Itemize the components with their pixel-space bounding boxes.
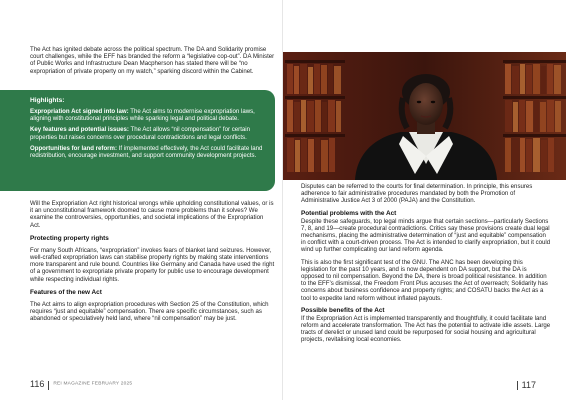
- highlight-item: [30, 108, 267, 122]
- body-paragraph: This is also the first significant test of the GNU. The ANC has been developing this legislation for the past 10 years, and is now dependent on DA support, but the DA is opposed to nil compensation. Beyond the DA, there is broad political resistance. In addition to the EFF’s dismissal, the Freedom Front Plus accuses the Act of overreach; Solidarity has concerns about business confidence and property rights; and COSATU backs the Act as a tool to expedite land reform without inflated payouts.: [301, 258, 548, 302]
- highlight-term: Key features and potential issues:: [30, 126, 129, 134]
- body-intro: Will the Expropriation Act right historical wrongs while upholding constitutional values, or is it an unconstitutional framework doomed to cause more problems than it solves? We examine the controversies, opportunities, and societal implications of the Expropriation Act.: [30, 200, 274, 229]
- page-number: 117: [521, 379, 536, 390]
- judge-illustration: [283, 52, 566, 180]
- judge-photo: [283, 52, 566, 180]
- page-folio: [30, 379, 132, 390]
- right-body: [301, 183, 551, 349]
- highlight-text: The Act allows “nil compensation” for certain properties but raises concerns over procedural contradictions and legal conflicts.: [30, 126, 251, 141]
- highlights-box: [0, 90, 275, 191]
- section-heading: Potential problems with the Act: [301, 209, 397, 217]
- section-heading: Possible benefits of the Act: [301, 306, 385, 314]
- folio-divider: [517, 381, 518, 390]
- highlight-item: [30, 126, 267, 140]
- highlight-text: If implemented effectively, the Act could facilitate land redistribution, encourage investment, and support community development projects.: [30, 144, 263, 160]
- right-page: [283, 0, 566, 400]
- section-heading: Protecting property rights: [30, 234, 109, 242]
- section-heading: Features of the new Act: [30, 288, 102, 296]
- folio-divider: [48, 381, 49, 390]
- highlights-title: Highlights:: [30, 97, 65, 104]
- left-body: [30, 200, 275, 324]
- highlight-item: [30, 145, 267, 159]
- highlight-term: Expropriation Act signed into law:: [30, 108, 129, 115]
- page-folio: [513, 380, 536, 390]
- section-text: Despite these safeguards, top legal minds argue that certain sections—particularly Sections 7, 8, and 19—create procedural contradictions. Critics say these provisions create dual legal mechanisms, placing the administrative determination of “just and equitable” compensation in conflict with a court-driven process. The Act is intended to clarify expropriation, but it could wind up further complicating our land reform agenda.: [301, 217, 551, 254]
- section-text: The Act aims to align expropriation procedures with Section 25 of the Constitution, which requires “just and equitable” compensation. There are specific circumstances, such as abandoned or speculatively held land, where “nil compensation” may be just.: [30, 300, 269, 323]
- highlight-text: The Act aims to modernise expropriation laws, aligning with constitutional principles while sparking legal and political debate.: [30, 108, 255, 123]
- section-text: For many South Africans, “expropriation” invokes fears of blanket land seizures. However, well-crafted expropriation laws can stabilise property rights by making state interventions more transparent and rule bound. Countries like Germany and Canada have used the right of a government to expropriate private property for public use to encourage development while respecting individual rights.: [30, 246, 275, 283]
- body-paragraph: Disputes can be referred to the courts for final determination. In principle, this ensures adherence to fair administrative procedures mandated by both the Promotion of Administrative Justice Act 3 of 2000 (PAJA) and the Constitution.: [301, 183, 533, 205]
- highlight-term: Opportunities for land reform:: [30, 144, 118, 152]
- section-text: If the Expropriation Act is implemented transparently and thoughtfully, it could facilitate land reform and accelerate transformation. The Act has the potential to activate idle assets. Large tracts of derelict or unused land could be repurposed for social housing and agricultural projects, revitalising local economies.: [301, 314, 551, 344]
- intro-paragraph: The Act has ignited debate across the political spectrum. The DA and Solidarity promise court challenges, while the EFF has branded the reform a “legislative cop-out”. DA Minister of Public Works and Infrastructure Dean Macpherson has stated there will be “no expropriation of private property on my watch,” sparking discord within the Cabinet.: [30, 46, 275, 75]
- page-number: 116: [30, 379, 45, 390]
- magazine-name: REI MAGAZINE FEBRUARY 2025: [53, 382, 133, 387]
